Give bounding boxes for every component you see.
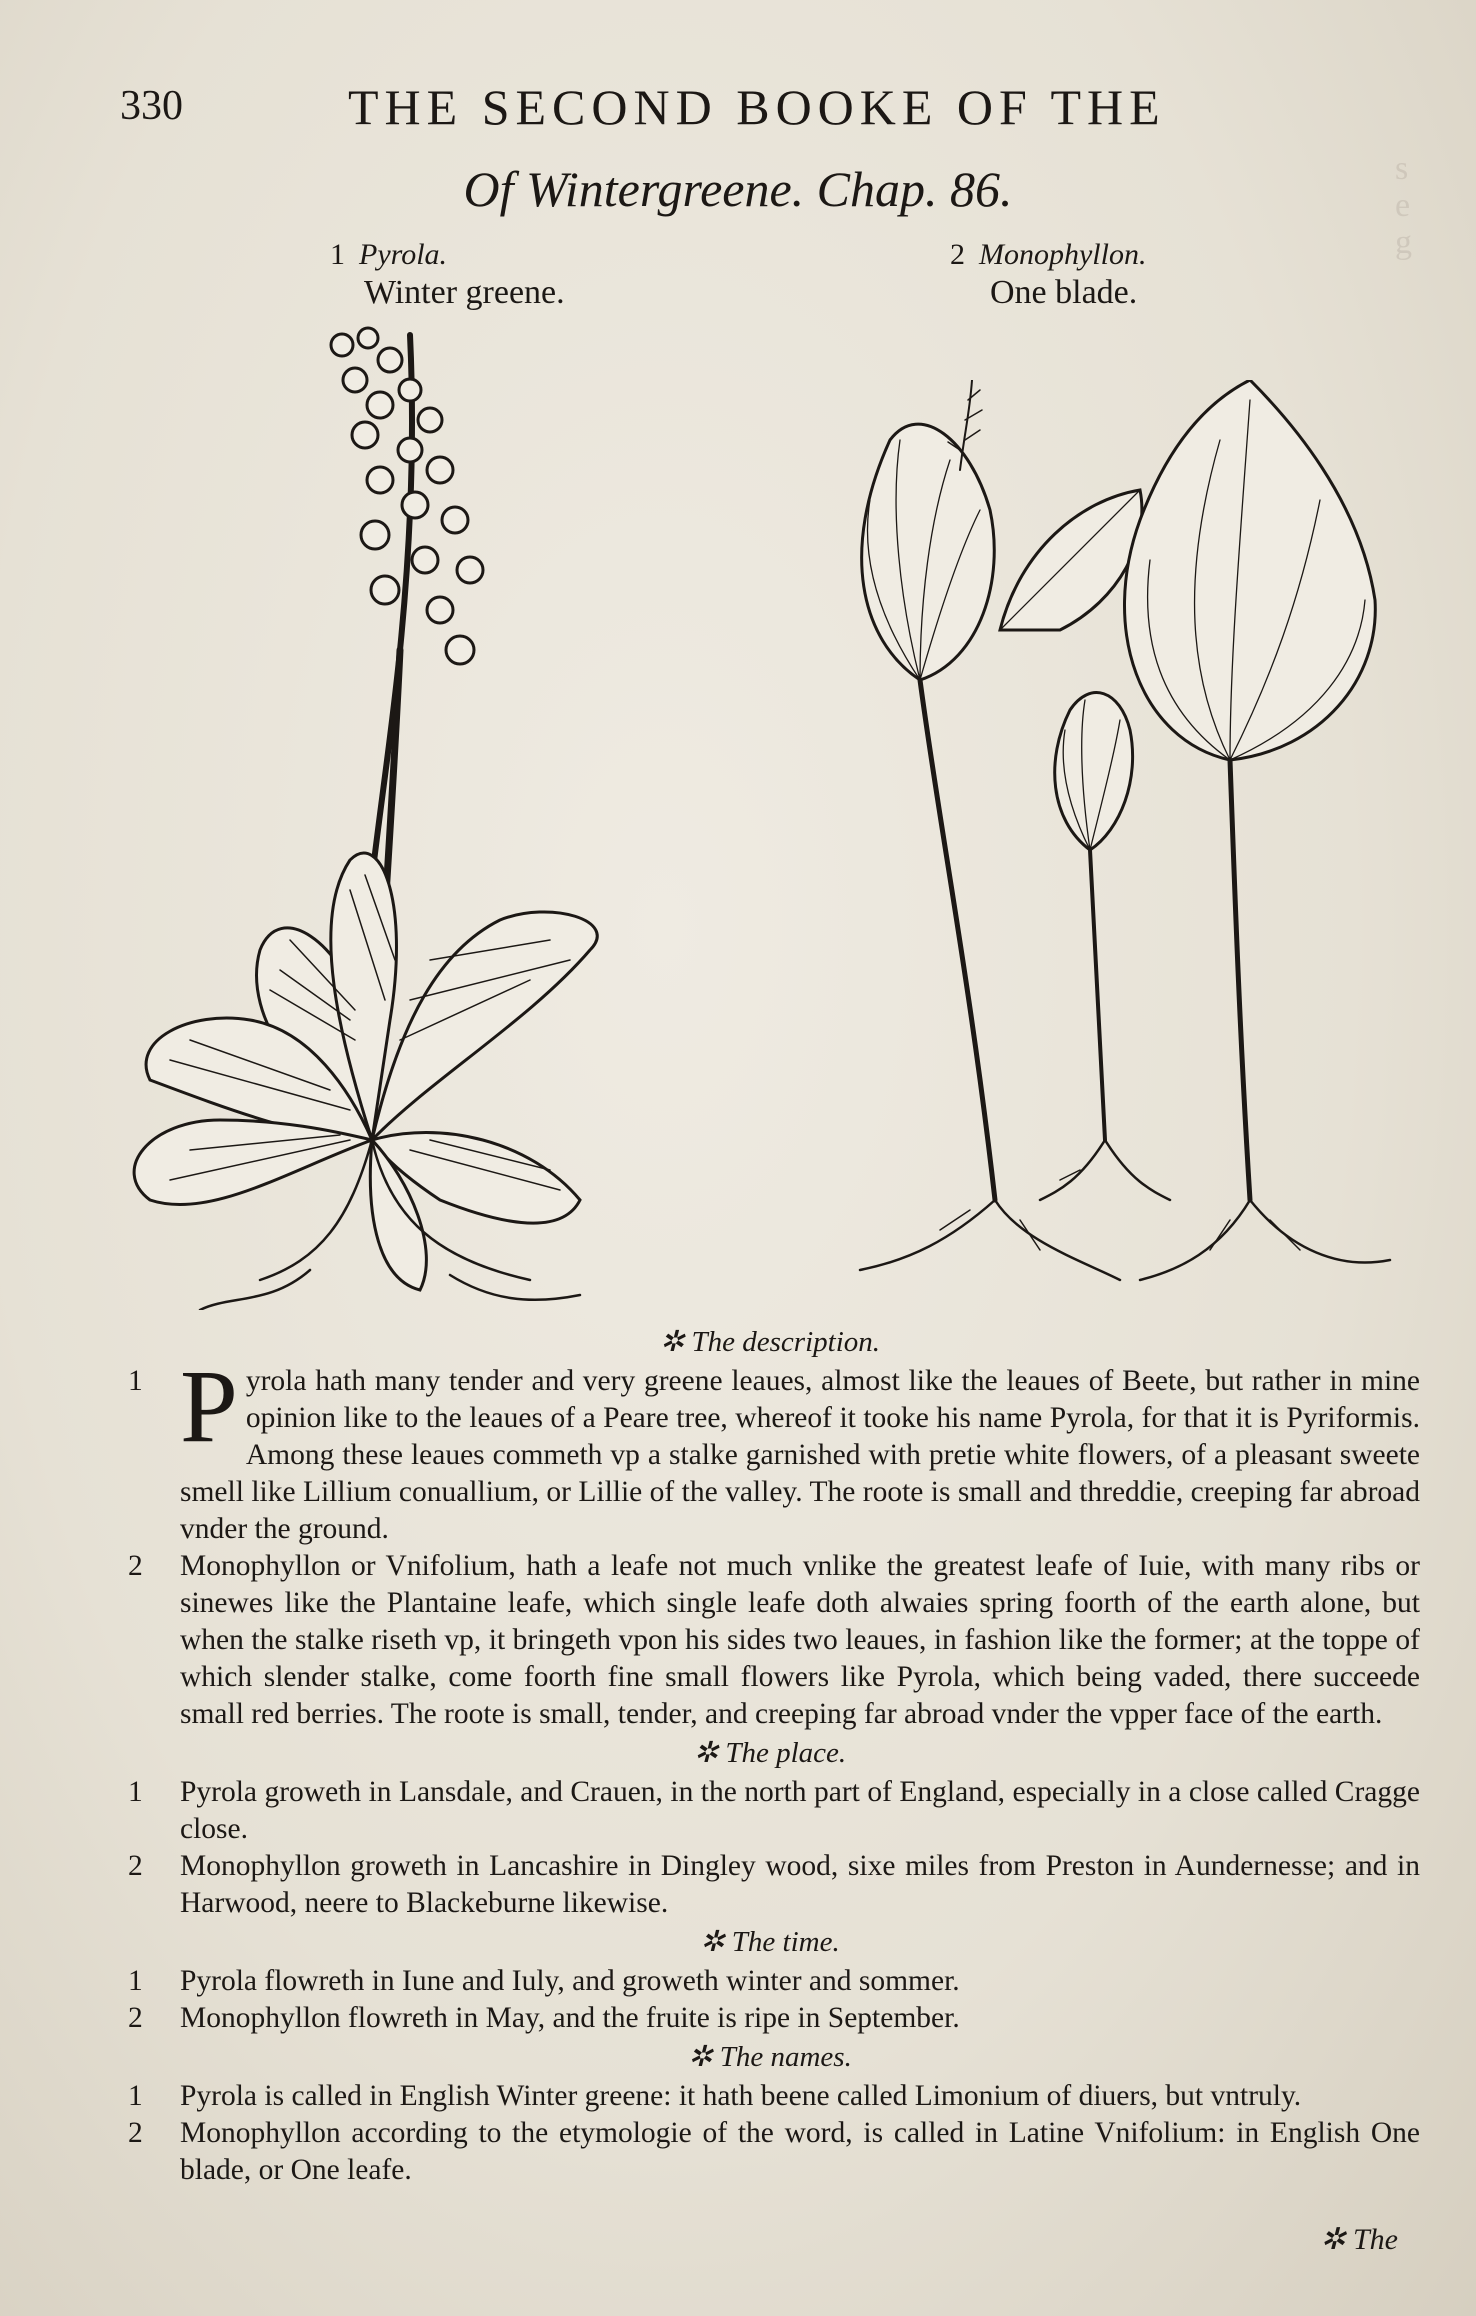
section-heading-place: ✲ The place. [693,1737,847,1769]
paragraph-number: 2 [128,2002,143,2034]
paragraph-number: 1 [128,1365,143,1397]
paragraph-text: Monophyllon according to the etymologie of the word, is called in Latine Vnifolium: in English One blade, or One leafe. [180,2117,1420,2186]
section-heading-names: ✲ The names. [688,2041,852,2073]
page-number: 330 [120,83,183,129]
paragraph-number: 1 [128,2080,143,2112]
figure-english-name: Winter greene. [364,274,565,311]
figure-latin-name: Monophyllon. [979,238,1147,271]
paragraph-text: Monophyllon flowreth in May, and the fruite is ripe in September. [180,2002,960,2034]
figure-english-name: One blade. [990,274,1138,311]
names-paragraph-1 [120,2078,1420,2115]
paragraph-number: 1 [128,1965,143,1997]
catchword: ✲ The [1320,2223,1398,2256]
running-title: THE SECOND BOOKE OF THE [348,79,1166,135]
paragraph-text: Monophyllon or Vnifolium, hath a leafe not much vnlike the greatest leafe of Iuie, with many ribs or sinewes like the Plantaine leafe, which single leafe doth alwaies spring foorth of the earth alone, but when the stalke riseth vp, it bringeth vpon his sides two leaues, in fashion like the former; at the toppe of which slender stalke, come foorth fine small flowers like Pyrola, which being vaded, there succeede small red berries. The roote is small, tender, and creeping far abroad vnder the vpper face of the earth. [180,1550,1420,1730]
pyrola-woodcut-illustration [110,320,670,1310]
paragraph-text: Pyrola is called in English Winter greene: it hath beene called Limonium of diuers, but vntruly. [180,2080,1302,2112]
names-paragraph-2 [120,2115,1420,2189]
text-body [120,1322,1420,2189]
chapter-title: Of Wintergreene. Chap. 86. [463,161,1013,217]
time-paragraph-2 [120,2000,1420,2037]
paragraph-text: Pyrola groweth in Lansdale, and Crauen, in the north part of England, especially in a close called Cragge close. [180,1776,1420,1845]
page-header [120,78,1420,138]
time-paragraph-1 [120,1963,1420,2000]
paragraph-number: 2 [128,2117,143,2149]
show-through-text: s e g [1395,150,1412,261]
place-paragraph-1 [120,1774,1420,1848]
figure-number: 1 [330,238,345,271]
figure-label-monophyllon [950,238,1146,312]
paragraph-text: yrola hath many tender and very greene leaues, almost like the leaues of Beete, but rather in mine opinion like to the leaues of a Peare tree, whereof it tooke his name Pyrola, for that it is Pyriformis. Among these leaues commeth vp a stalke garnished with pretie white flowers, of a pleasant sweete smell like Lillium conuallium, or Lillie of the valley. The roote is small and threddie, creeping far abroad vnder the ground. [180,1365,1420,1545]
monophyllon-woodcut-illustration [820,380,1420,1300]
description-paragraph-2 [120,1548,1420,1733]
figure-latin-name: Pyrola. [359,238,448,271]
section-heading-description: ✲ The description. [659,1326,881,1358]
paragraph-text: Pyrola flowreth in Iune and Iuly, and groweth winter and sommer. [180,1965,960,1997]
figure-label-pyrola [330,238,565,312]
paragraph-text: Monophyllon groweth in Lancashire in Dingley wood, sixe miles from Preston in Aundernesse; and in Harwood, neere to Blackeburne likewise. [180,1850,1420,1919]
place-paragraph-2 [120,1848,1420,1922]
drop-cap: P [180,1349,238,1464]
paragraph-number: 2 [128,1850,143,1882]
section-heading-time: ✲ The time. [700,1926,840,1958]
figure-number: 2 [950,238,965,271]
paragraph-number: 2 [128,1550,143,1582]
paragraph-number: 1 [128,1776,143,1808]
description-paragraph-1 [120,1349,1420,1548]
